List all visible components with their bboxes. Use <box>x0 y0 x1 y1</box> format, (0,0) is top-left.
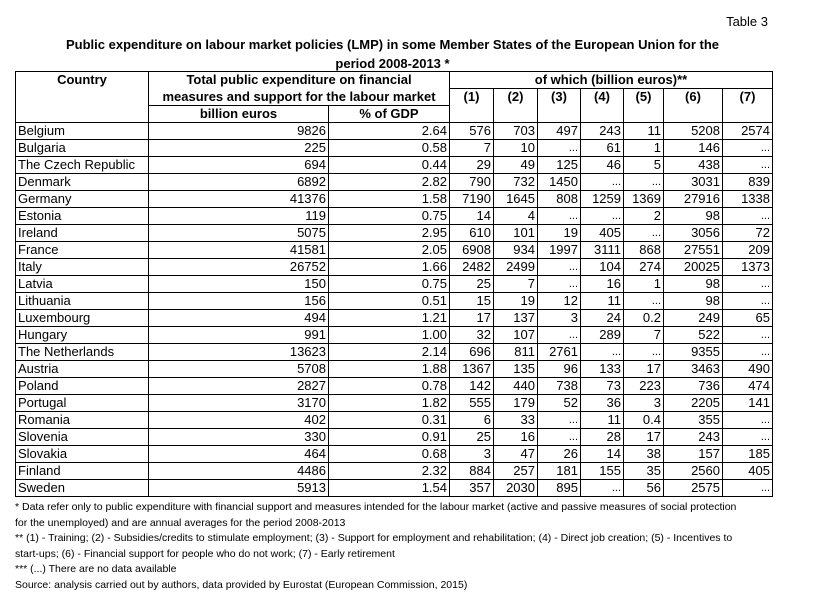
cell-col-4: 61 <box>581 139 624 156</box>
cell-col-6: 522 <box>664 326 723 343</box>
cell-col-2: 934 <box>494 241 538 258</box>
cell-billion-euros: 4486 <box>149 462 329 479</box>
cell-col-1: 696 <box>450 343 494 360</box>
table-row <box>16 462 773 479</box>
cell-col-3: 738 <box>538 377 581 394</box>
cell-billion-euros: 694 <box>149 156 329 173</box>
table-row <box>16 173 773 190</box>
header-billion-euros: billion euros <box>149 105 329 122</box>
cell-col-7: 1373 <box>723 258 773 275</box>
cell-col-5: 868 <box>624 241 664 258</box>
header-pct-gdp: % of GDP <box>329 105 450 122</box>
cell-col-3: 1997 <box>538 241 581 258</box>
cell-col-6: 20025 <box>664 258 723 275</box>
cell-pct-gdp: 2.32 <box>329 462 450 479</box>
cell-col-3: ... <box>538 275 581 292</box>
cell-pct-gdp: 0.44 <box>329 156 450 173</box>
cell-col-2: 33 <box>494 411 538 428</box>
cell-col-7: ... <box>723 411 773 428</box>
table-row <box>16 377 773 394</box>
title-line-2: period 2008-2013 * <box>335 56 450 71</box>
cell-col-5: ... <box>624 173 664 190</box>
cell-pct-gdp: 1.58 <box>329 190 450 207</box>
cell-country: Hungary <box>16 326 149 343</box>
header-total-line1: Total public expenditure on financial <box>149 72 450 89</box>
cell-country: The Czech Republic <box>16 156 149 173</box>
cell-col-7: 839 <box>723 173 773 190</box>
cell-col-1: 15 <box>450 292 494 309</box>
cell-country: Sweden <box>16 479 149 496</box>
cell-col-1: 7190 <box>450 190 494 207</box>
cell-col-4: 14 <box>581 445 624 462</box>
cell-billion-euros: 402 <box>149 411 329 428</box>
cell-col-3: ... <box>538 428 581 445</box>
table-row <box>16 394 773 411</box>
cell-pct-gdp: 0.68 <box>329 445 450 462</box>
cell-pct-gdp: 0.91 <box>329 428 450 445</box>
cell-col-3: 96 <box>538 360 581 377</box>
table-row <box>16 428 773 445</box>
cell-col-4: 28 <box>581 428 624 445</box>
cell-country: Romania <box>16 411 149 428</box>
table-row <box>16 411 773 428</box>
cell-billion-euros: 119 <box>149 207 329 224</box>
cell-col-5: 7 <box>624 326 664 343</box>
cell-billion-euros: 26752 <box>149 258 329 275</box>
cell-col-4: 24 <box>581 309 624 326</box>
footnote-line: for the unemployed) and are annual averages for the period 2008-2013 <box>15 516 346 529</box>
header-col-2: (2) <box>494 89 538 123</box>
cell-col-6: 249 <box>664 309 723 326</box>
cell-col-2: 811 <box>494 343 538 360</box>
table-row <box>16 224 773 241</box>
header-col-5: (5) <box>624 89 664 123</box>
cell-country: France <box>16 241 149 258</box>
cell-country: Bulgaria <box>16 139 149 156</box>
cell-col-6: 98 <box>664 207 723 224</box>
footnote-line: * Data refer only to public expenditure with financial support and measures intended for the labour market (active and passive measures of social protection <box>15 501 737 513</box>
cell-pct-gdp: 2.05 <box>329 241 450 258</box>
cell-col-5: 56 <box>624 479 664 496</box>
cell-col-7: ... <box>723 428 773 445</box>
cell-country: Finland <box>16 462 149 479</box>
cell-col-1: 29 <box>450 156 494 173</box>
table-row <box>16 207 773 224</box>
cell-col-3: 3 <box>538 309 581 326</box>
table-body <box>16 122 773 496</box>
cell-pct-gdp: 2.82 <box>329 173 450 190</box>
cell-col-5: 17 <box>624 428 664 445</box>
cell-col-4: ... <box>581 207 624 224</box>
cell-col-7: 185 <box>723 445 773 462</box>
cell-col-6: 736 <box>664 377 723 394</box>
cell-billion-euros: 9826 <box>149 122 329 139</box>
header-col-7: (7) <box>723 89 773 123</box>
cell-col-3: 497 <box>538 122 581 139</box>
cell-col-2: 10 <box>494 139 538 156</box>
cell-col-1: 357 <box>450 479 494 496</box>
table-row <box>16 258 773 275</box>
cell-col-2: 2499 <box>494 258 538 275</box>
cell-col-3: 19 <box>538 224 581 241</box>
cell-col-6: 438 <box>664 156 723 173</box>
cell-country: Luxembourg <box>16 309 149 326</box>
cell-col-7: 474 <box>723 377 773 394</box>
cell-col-7: 490 <box>723 360 773 377</box>
footnote-line: start-ups; (6) - Financial support for people who do not work; (7) - Early retirement <box>15 547 395 560</box>
cell-col-1: 555 <box>450 394 494 411</box>
cell-col-6: 2575 <box>664 479 723 496</box>
cell-billion-euros: 150 <box>149 275 329 292</box>
cell-col-4: 133 <box>581 360 624 377</box>
cell-col-6: 355 <box>664 411 723 428</box>
table-row <box>16 241 773 258</box>
cell-col-1: 32 <box>450 326 494 343</box>
cell-col-2: 137 <box>494 309 538 326</box>
cell-col-7: ... <box>723 139 773 156</box>
cell-col-1: 790 <box>450 173 494 190</box>
cell-col-2: 440 <box>494 377 538 394</box>
cell-col-4: 155 <box>581 462 624 479</box>
header-col-6: (6) <box>664 89 723 123</box>
header-row-1 <box>16 72 773 89</box>
cell-col-5: 0.4 <box>624 411 664 428</box>
cell-col-1: 610 <box>450 224 494 241</box>
cell-col-3: 808 <box>538 190 581 207</box>
cell-col-5: 38 <box>624 445 664 462</box>
cell-col-2: 19 <box>494 292 538 309</box>
cell-col-4: 11 <box>581 292 624 309</box>
cell-col-2: 257 <box>494 462 538 479</box>
cell-country: The Netherlands <box>16 343 149 360</box>
cell-col-1: 884 <box>450 462 494 479</box>
table-row <box>16 343 773 360</box>
table-row <box>16 326 773 343</box>
cell-pct-gdp: 0.31 <box>329 411 450 428</box>
cell-col-1: 6908 <box>450 241 494 258</box>
cell-col-4: 36 <box>581 394 624 411</box>
cell-col-6: 9355 <box>664 343 723 360</box>
cell-col-4: 46 <box>581 156 624 173</box>
cell-col-3: 125 <box>538 156 581 173</box>
cell-col-2: 107 <box>494 326 538 343</box>
cell-col-4: 3111 <box>581 241 624 258</box>
cell-pct-gdp: 0.75 <box>329 207 450 224</box>
cell-billion-euros: 41581 <box>149 241 329 258</box>
cell-col-5: 3 <box>624 394 664 411</box>
cell-pct-gdp: 0.78 <box>329 377 450 394</box>
cell-col-5: 274 <box>624 258 664 275</box>
cell-country: Lithuania <box>16 292 149 309</box>
cell-col-6: 3056 <box>664 224 723 241</box>
cell-billion-euros: 3170 <box>149 394 329 411</box>
lmp-expenditure-table <box>15 71 773 497</box>
header-country: Country <box>16 72 149 123</box>
cell-col-4: ... <box>581 343 624 360</box>
cell-col-6: 3031 <box>664 173 723 190</box>
cell-col-7: ... <box>723 326 773 343</box>
cell-country: Germany <box>16 190 149 207</box>
cell-col-4: 11 <box>581 411 624 428</box>
cell-col-5: 0.2 <box>624 309 664 326</box>
header-col-4: (4) <box>581 89 624 123</box>
cell-col-3: 1450 <box>538 173 581 190</box>
cell-col-1: 6 <box>450 411 494 428</box>
cell-col-4: ... <box>581 479 624 496</box>
cell-billion-euros: 225 <box>149 139 329 156</box>
cell-col-5: 223 <box>624 377 664 394</box>
cell-col-4: 16 <box>581 275 624 292</box>
table-row <box>16 292 773 309</box>
cell-col-5: 35 <box>624 462 664 479</box>
cell-billion-euros: 2827 <box>149 377 329 394</box>
cell-pct-gdp: 1.66 <box>329 258 450 275</box>
cell-billion-euros: 464 <box>149 445 329 462</box>
cell-col-7: ... <box>723 275 773 292</box>
header-col-3: (3) <box>538 89 581 123</box>
cell-col-5: ... <box>624 292 664 309</box>
cell-pct-gdp: 1.54 <box>329 479 450 496</box>
cell-billion-euros: 5075 <box>149 224 329 241</box>
cell-col-1: 17 <box>450 309 494 326</box>
cell-col-6: 98 <box>664 292 723 309</box>
cell-col-7: 141 <box>723 394 773 411</box>
cell-col-7: 72 <box>723 224 773 241</box>
cell-col-7: ... <box>723 292 773 309</box>
cell-col-2: 732 <box>494 173 538 190</box>
cell-col-5: 1369 <box>624 190 664 207</box>
cell-col-1: 142 <box>450 377 494 394</box>
cell-col-2: 2030 <box>494 479 538 496</box>
cell-pct-gdp: 1.88 <box>329 360 450 377</box>
cell-col-5: ... <box>624 343 664 360</box>
cell-col-2: 179 <box>494 394 538 411</box>
cell-col-6: 3463 <box>664 360 723 377</box>
cell-country: Ireland <box>16 224 149 241</box>
cell-pct-gdp: 2.14 <box>329 343 450 360</box>
cell-col-3: ... <box>538 139 581 156</box>
cell-country: Estonia <box>16 207 149 224</box>
cell-country: Belgium <box>16 122 149 139</box>
cell-col-7: 405 <box>723 462 773 479</box>
header-total-line2: measures and support for the labour market <box>149 89 450 106</box>
table-row <box>16 360 773 377</box>
cell-col-5: 17 <box>624 360 664 377</box>
cell-billion-euros: 991 <box>149 326 329 343</box>
cell-col-6: 157 <box>664 445 723 462</box>
cell-col-1: 7 <box>450 139 494 156</box>
cell-col-1: 3 <box>450 445 494 462</box>
cell-billion-euros: 156 <box>149 292 329 309</box>
cell-pct-gdp: 0.51 <box>329 292 450 309</box>
cell-col-7: ... <box>723 479 773 496</box>
cell-col-3: 895 <box>538 479 581 496</box>
cell-col-1: 14 <box>450 207 494 224</box>
cell-col-6: 146 <box>664 139 723 156</box>
cell-col-3: ... <box>538 326 581 343</box>
table-title <box>15 35 770 73</box>
cell-country: Slovakia <box>16 445 149 462</box>
cell-pct-gdp: 0.75 <box>329 275 450 292</box>
table-row <box>16 139 773 156</box>
title-line-1: Public expenditure on labour market policies (LMP) in some Member States of the European Union for the <box>66 37 719 52</box>
cell-country: Poland <box>16 377 149 394</box>
cell-col-3: ... <box>538 411 581 428</box>
cell-col-5: 2 <box>624 207 664 224</box>
footnote-line: ** (1) - Training; (2) - Subsidies/credits to stimulate employment; (3) - Support for employment and rehabilitation; (4) - Direct job creation; (5) - Incentives to <box>15 532 733 544</box>
cell-col-5: 11 <box>624 122 664 139</box>
cell-col-6: 98 <box>664 275 723 292</box>
cell-col-2: 49 <box>494 156 538 173</box>
table-row <box>16 122 773 139</box>
table-row <box>16 479 773 496</box>
table-row <box>16 275 773 292</box>
cell-col-7: 209 <box>723 241 773 258</box>
cell-col-4: 73 <box>581 377 624 394</box>
cell-col-4: 104 <box>581 258 624 275</box>
table-row <box>16 445 773 462</box>
cell-col-4: 405 <box>581 224 624 241</box>
table-number-label: Table 3 <box>726 14 768 29</box>
cell-col-2: 4 <box>494 207 538 224</box>
cell-col-7: ... <box>723 207 773 224</box>
cell-col-6: 5208 <box>664 122 723 139</box>
cell-col-7: 1338 <box>723 190 773 207</box>
cell-country: Austria <box>16 360 149 377</box>
cell-col-6: 243 <box>664 428 723 445</box>
cell-country: Slovenia <box>16 428 149 445</box>
cell-col-4: ... <box>581 173 624 190</box>
cell-col-7: 2574 <box>723 122 773 139</box>
footnotes <box>15 500 785 593</box>
cell-col-3: 26 <box>538 445 581 462</box>
cell-col-7: ... <box>723 343 773 360</box>
table-row <box>16 190 773 207</box>
cell-country: Portugal <box>16 394 149 411</box>
cell-billion-euros: 5708 <box>149 360 329 377</box>
cell-billion-euros: 6892 <box>149 173 329 190</box>
cell-col-2: 1645 <box>494 190 538 207</box>
cell-pct-gdp: 2.95 <box>329 224 450 241</box>
cell-col-1: 1367 <box>450 360 494 377</box>
cell-col-1: 576 <box>450 122 494 139</box>
table-row <box>16 156 773 173</box>
cell-col-3: 2761 <box>538 343 581 360</box>
cell-col-6: 27551 <box>664 241 723 258</box>
cell-col-3: 52 <box>538 394 581 411</box>
cell-col-6: 27916 <box>664 190 723 207</box>
cell-col-5: ... <box>624 224 664 241</box>
cell-billion-euros: 494 <box>149 309 329 326</box>
cell-country: Italy <box>16 258 149 275</box>
cell-billion-euros: 5913 <box>149 479 329 496</box>
cell-col-2: 7 <box>494 275 538 292</box>
cell-pct-gdp: 1.00 <box>329 326 450 343</box>
cell-billion-euros: 330 <box>149 428 329 445</box>
cell-country: Latvia <box>16 275 149 292</box>
table-row <box>16 309 773 326</box>
cell-col-5: 1 <box>624 275 664 292</box>
cell-col-3: 181 <box>538 462 581 479</box>
cell-col-4: 289 <box>581 326 624 343</box>
cell-col-5: 5 <box>624 156 664 173</box>
cell-col-5: 1 <box>624 139 664 156</box>
cell-col-1: 25 <box>450 275 494 292</box>
cell-col-3: ... <box>538 258 581 275</box>
cell-col-3: ... <box>538 207 581 224</box>
cell-col-7: 65 <box>723 309 773 326</box>
cell-col-1: 25 <box>450 428 494 445</box>
cell-col-7: ... <box>723 156 773 173</box>
cell-col-4: 1259 <box>581 190 624 207</box>
cell-pct-gdp: 0.58 <box>329 139 450 156</box>
cell-col-1: 2482 <box>450 258 494 275</box>
cell-col-2: 101 <box>494 224 538 241</box>
cell-col-6: 2205 <box>664 394 723 411</box>
cell-col-2: 16 <box>494 428 538 445</box>
cell-billion-euros: 41376 <box>149 190 329 207</box>
cell-pct-gdp: 2.64 <box>329 122 450 139</box>
cell-col-2: 703 <box>494 122 538 139</box>
source-line: Source: analysis carried out by authors, data provided by Eurostat (European Commission, 2015) <box>15 578 468 591</box>
cell-billion-euros: 13623 <box>149 343 329 360</box>
cell-col-6: 2560 <box>664 462 723 479</box>
cell-col-3: 12 <box>538 292 581 309</box>
cell-pct-gdp: 1.82 <box>329 394 450 411</box>
footnote-line: *** (...) There are no data available <box>15 563 177 575</box>
cell-col-4: 243 <box>581 122 624 139</box>
cell-col-2: 135 <box>494 360 538 377</box>
header-col-1: (1) <box>450 89 494 123</box>
cell-pct-gdp: 1.21 <box>329 309 450 326</box>
cell-country: Denmark <box>16 173 149 190</box>
cell-col-2: 47 <box>494 445 538 462</box>
header-of-which: of which (billion euros)** <box>450 72 773 89</box>
